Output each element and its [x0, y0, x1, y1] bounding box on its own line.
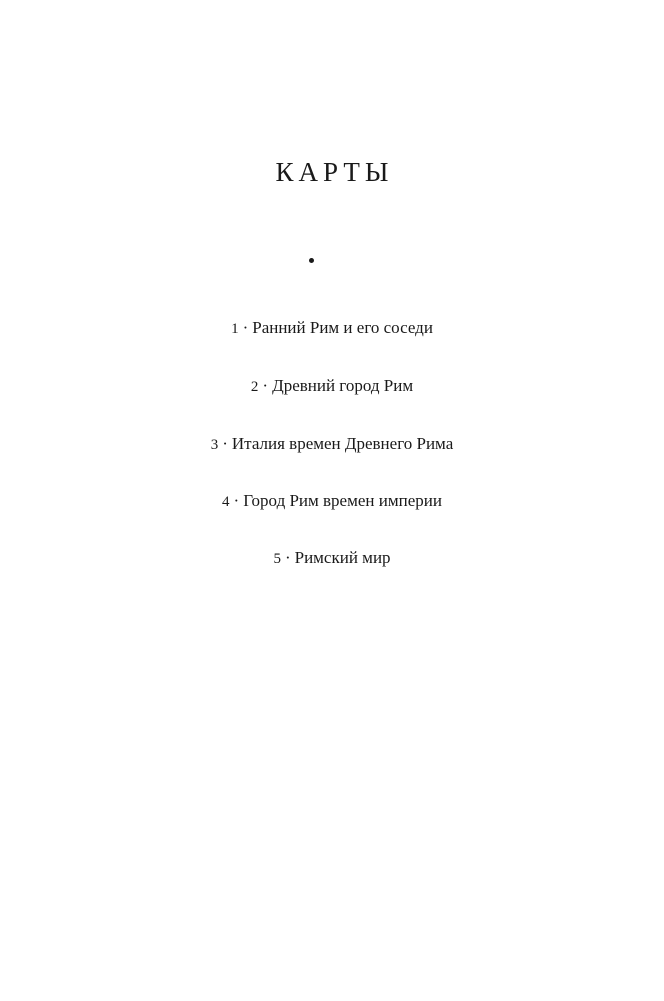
map-title: Римский мир — [294, 548, 391, 567]
page-title: КАРТЫ — [275, 157, 394, 187]
map-title: Древний город Рим — [272, 376, 414, 395]
map-title: Ранний Рим и его соседи — [252, 318, 433, 337]
map-number: 4 — [222, 494, 230, 510]
separator: · — [262, 376, 269, 395]
map-title: Италия времен Древнего Рима — [231, 434, 454, 453]
ornament-dot — [309, 258, 314, 263]
list-item-map-5 — [0, 547, 664, 570]
separator: · — [233, 491, 240, 510]
separator: · — [222, 434, 228, 453]
map-number: 1 — [231, 321, 239, 337]
list-item-map-2 — [0, 375, 664, 398]
map-number: 5 — [273, 551, 281, 567]
separator: · — [284, 548, 291, 567]
separator: · — [242, 318, 249, 337]
list-item-map-1 — [0, 317, 664, 340]
map-number: 3 — [210, 437, 219, 453]
map-title: Город Рим времен империи — [243, 491, 442, 510]
list-item-map-4 — [0, 490, 664, 513]
list-item-map-3 — [0, 433, 664, 456]
map-number: 2 — [250, 379, 259, 395]
